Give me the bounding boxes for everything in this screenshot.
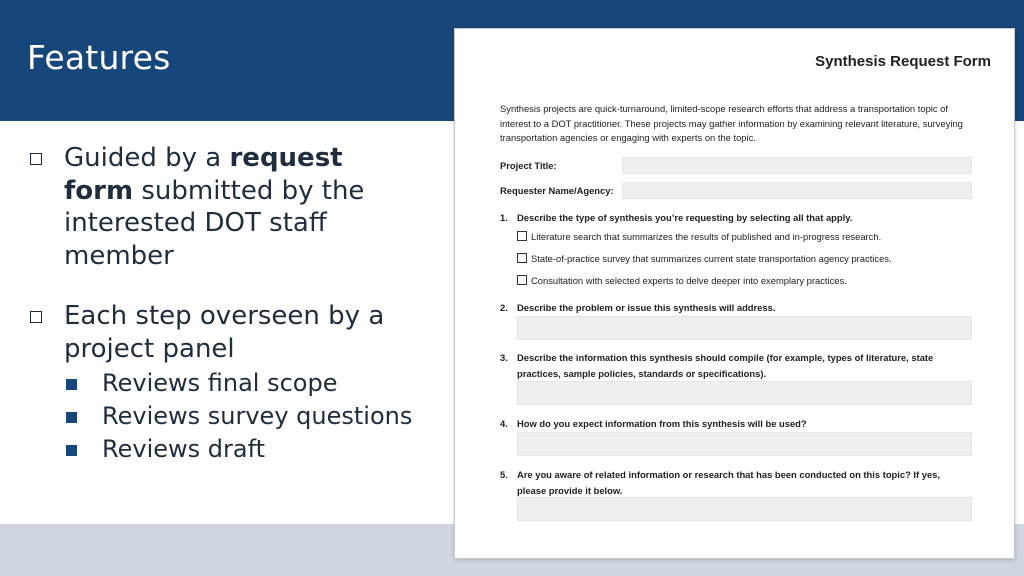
form-title: Synthesis Request Form: [815, 53, 991, 70]
bullet-list: [26, 142, 426, 466]
sub-bullet-list: [64, 367, 426, 466]
bullet-bold-form: form: [64, 175, 134, 206]
option-expert-consultation[interactable]: [517, 275, 847, 286]
question-text: Describe the information this synthesis should compile (for example, types of literature, state practices, sample policies, standards or specifications).: [517, 352, 934, 379]
option-label: Literature search that summarizes the results of published and in-progress research.: [531, 231, 882, 242]
requester-field[interactable]: [622, 182, 972, 199]
question-number: 2.: [500, 302, 508, 313]
question-number: 3.: [500, 352, 508, 363]
sub-bullet-text: Reviews draft: [102, 435, 266, 463]
answer-field-4[interactable]: [517, 432, 972, 456]
question-text: Are you aware of related information or research that has been conducted on this topic? If yes, please provide it below.: [517, 469, 941, 496]
square-bullet-icon: [66, 445, 77, 456]
bullet-text-pre: Guided by a: [64, 143, 230, 173]
bullet-project-panel: [26, 300, 426, 466]
bullet-request-form: [26, 142, 426, 272]
question-4: [500, 416, 970, 432]
square-bullet-icon: [66, 412, 77, 423]
answer-field-5[interactable]: [517, 497, 972, 521]
option-label: State-of-practice survey that summarizes current state transportation agency practices.: [531, 253, 892, 264]
form-intro: Synthesis projects are quick-turnaround, limited-scope research efforts that address a transportation topic of interest to a DOT practitioner. These projects may gather information by examining relevant literature, surveying transportation agencies or engaging with experts on the topic.: [500, 103, 963, 143]
question-number: 5.: [500, 469, 508, 480]
question-text: Describe the problem or issue this synthesis will address.: [517, 302, 776, 313]
project-title-field[interactable]: [622, 157, 972, 174]
checkbox[interactable]: [517, 275, 527, 285]
checkbox-bullet-icon: [30, 153, 42, 165]
option-literature-search[interactable]: [517, 231, 881, 242]
option-state-survey[interactable]: [517, 253, 892, 264]
checkbox-bullet-icon: [30, 311, 42, 323]
sub-bullet-item: [64, 400, 426, 433]
checkbox[interactable]: [517, 253, 527, 263]
bullet-bold-request: request: [229, 143, 343, 173]
sub-bullet-text: Reviews final scope: [102, 369, 338, 397]
question-text: Describe the type of synthesis you’re requesting by selecting all that apply.: [517, 212, 853, 223]
question-5: [500, 467, 970, 498]
question-3: [500, 350, 970, 381]
request-form-document: [454, 28, 1015, 559]
requester-label: Requester Name/Agency:: [500, 185, 614, 196]
question-2: [500, 300, 970, 316]
question-1: [500, 210, 970, 226]
answer-field-2[interactable]: [517, 316, 972, 340]
question-text: How do you expect information from this synthesis will be used?: [517, 418, 807, 429]
bullet-text: Each step overseen by a project panel: [64, 301, 385, 364]
sub-bullet-item: [64, 433, 426, 466]
answer-field-3[interactable]: [517, 381, 972, 405]
question-number: 1.: [500, 212, 508, 223]
checkbox[interactable]: [517, 231, 527, 241]
bullet-text-post: submitted by the interested DOT staff member: [64, 175, 365, 271]
sub-bullet-text: Reviews survey questions: [102, 402, 413, 430]
project-title-label: Project Title:: [500, 160, 557, 171]
question-number: 4.: [500, 418, 508, 429]
square-bullet-icon: [66, 379, 77, 390]
sub-bullet-item: [64, 367, 426, 400]
slide-title: Features: [27, 38, 171, 77]
option-label: Consultation with selected experts to delve deeper into exemplary practices.: [531, 275, 847, 286]
